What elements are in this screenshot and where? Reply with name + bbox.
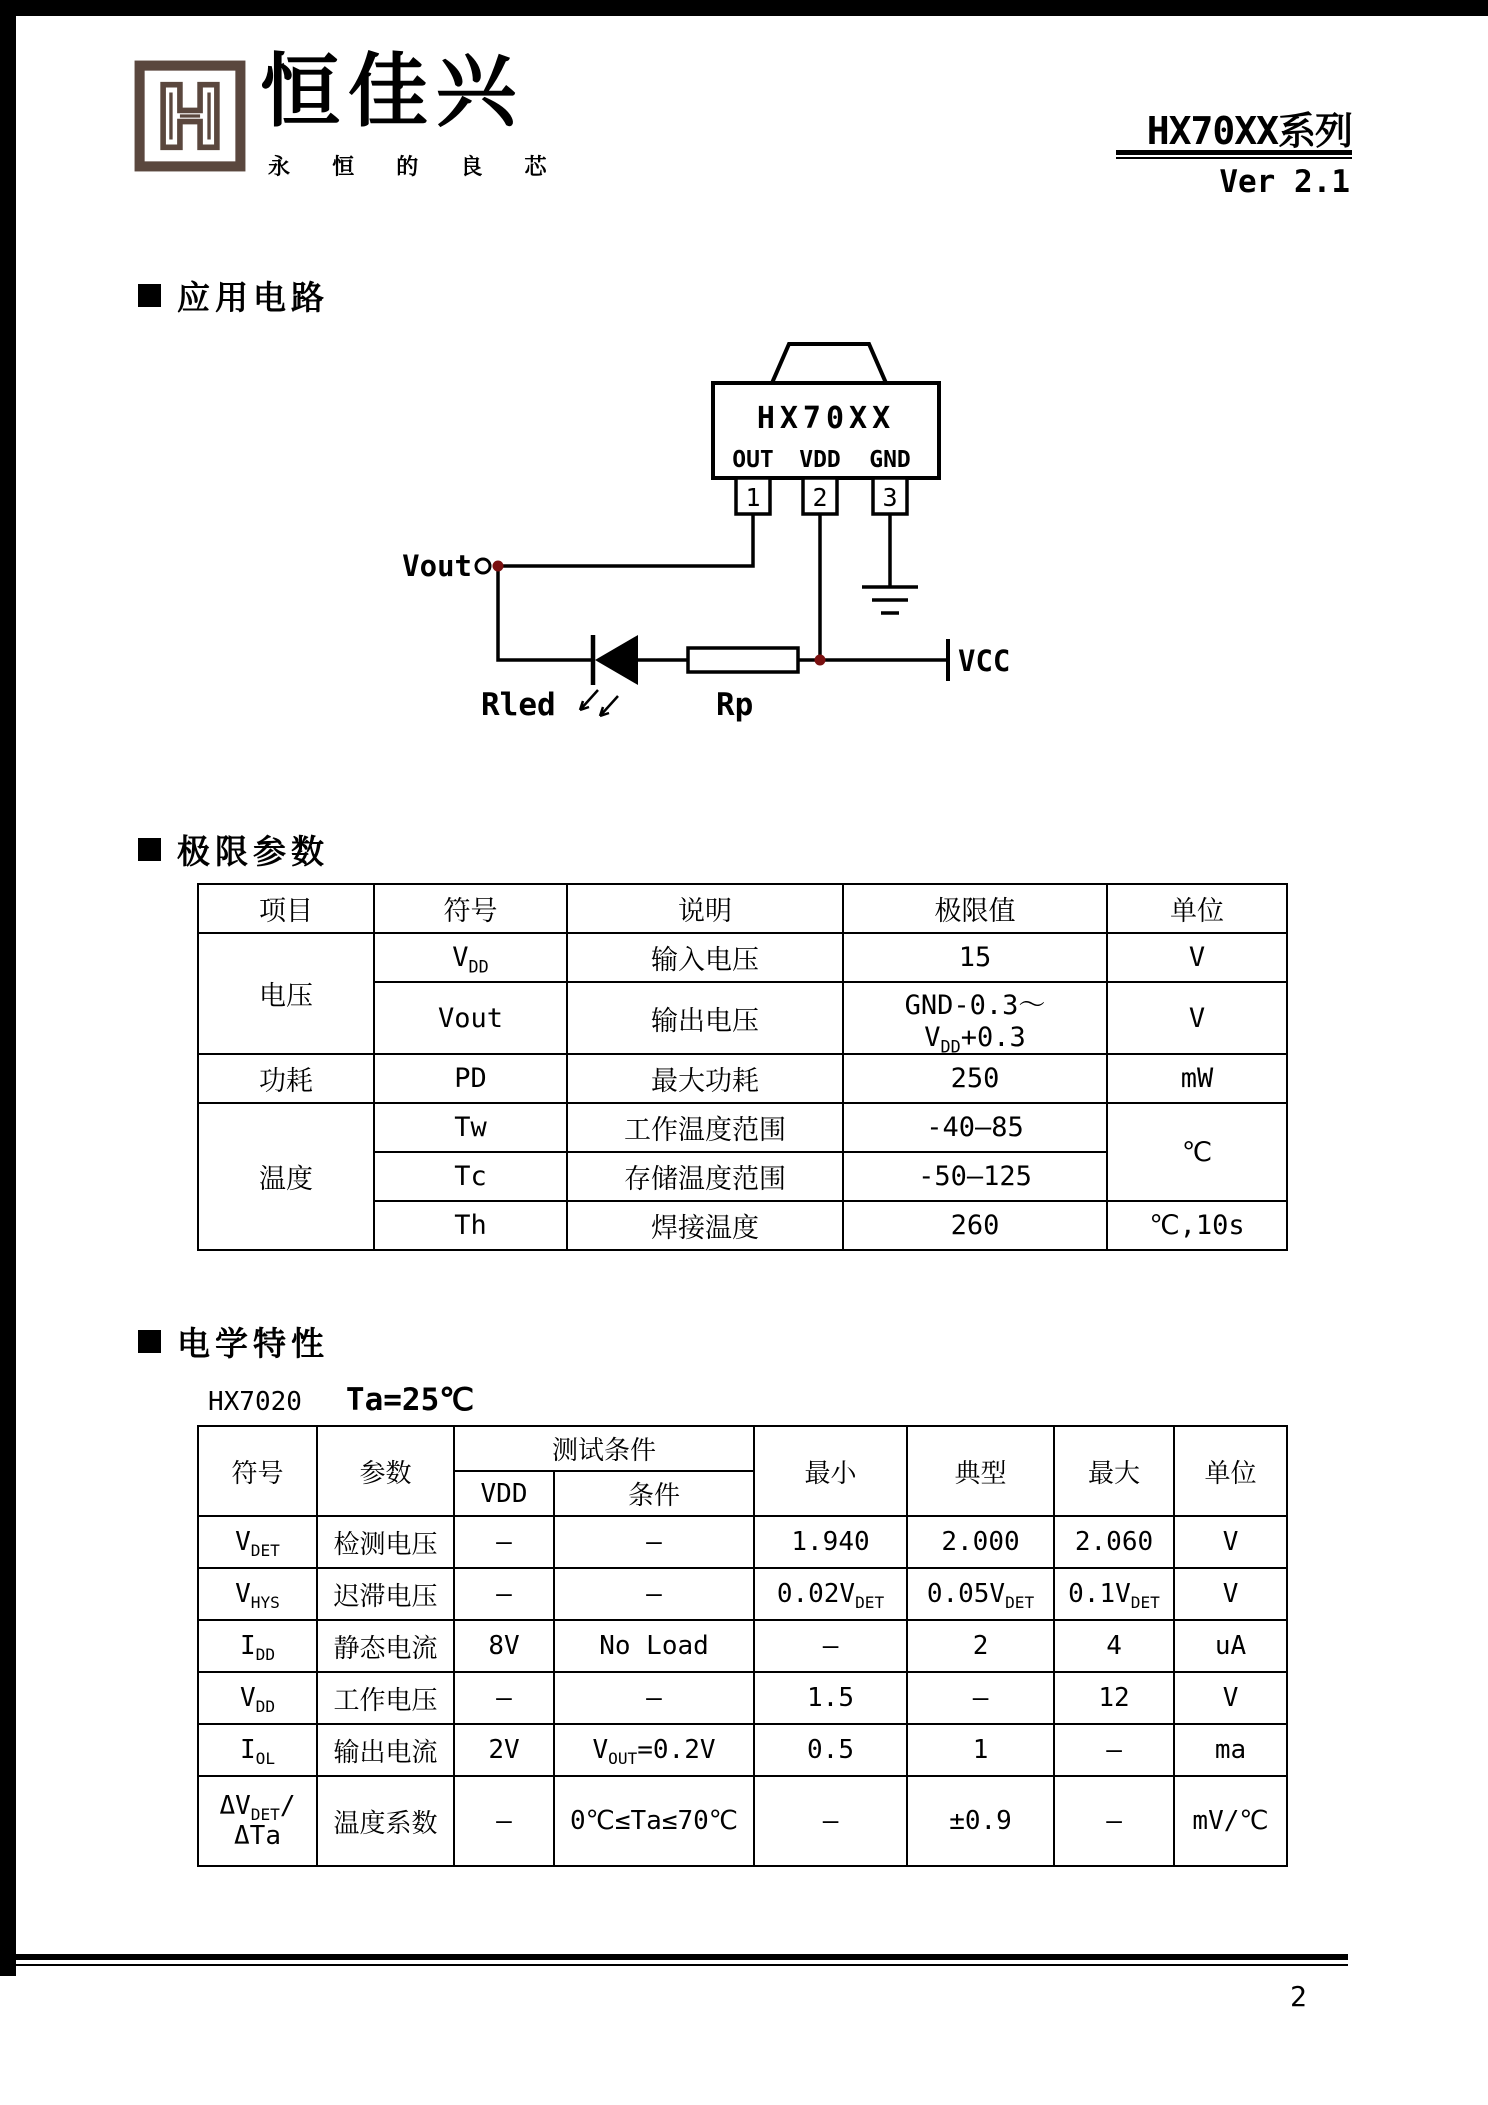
table-row — [198, 1516, 1287, 1568]
unit-cell: ma — [1174, 1724, 1287, 1776]
footer-rule — [16, 1954, 1348, 1966]
model-label: HX7020 — [208, 1387, 302, 1417]
typ-cell: ±0.9 — [907, 1776, 1054, 1866]
table-row — [198, 1103, 1287, 1152]
table-row — [198, 1724, 1287, 1776]
electrical-table — [197, 1425, 1288, 1867]
vdd-cell: 2V — [454, 1724, 554, 1776]
pin-name-out: OUT — [732, 447, 774, 473]
rled-label: Rled — [481, 687, 556, 723]
vdd-cell: 8V — [454, 1620, 554, 1672]
param-cell: 工作电压 — [317, 1672, 454, 1724]
led-triangle — [595, 635, 638, 685]
brand-tagline: 永 恒 的 良 芯 — [268, 154, 565, 179]
unit-cell: ℃ — [1107, 1103, 1287, 1201]
rp-label: Rp — [716, 687, 754, 723]
limits-table — [197, 883, 1288, 1251]
cond-cell: $V_{OUT}=0.2V$ — [554, 1724, 754, 1776]
cond-cell: 0℃≤Ta≤70℃ — [554, 1776, 754, 1866]
max-cell: 12 — [1054, 1672, 1174, 1724]
series-underline — [1116, 150, 1352, 159]
param-cell: 输出电流 — [317, 1724, 454, 1776]
desc-cell: 焊接温度 — [567, 1201, 843, 1250]
chip-label: HX70XX — [756, 401, 896, 436]
typ-cell: — — [907, 1672, 1054, 1724]
elec-header-vdd: VDD — [454, 1471, 554, 1516]
desc-cell: 存储温度范围 — [567, 1152, 843, 1201]
vout-junction-dot — [493, 561, 504, 572]
unit-cell: mV/℃ — [1174, 1776, 1287, 1866]
top-border-bar — [0, 0, 1488, 16]
pin-number-1: 1 — [745, 483, 761, 512]
cond-cell: — — [554, 1568, 754, 1620]
symbol-cell: $V_{DD}$ — [374, 933, 567, 982]
max-cell: 4 — [1054, 1620, 1174, 1672]
limits-header-symbol: 符号 — [374, 884, 567, 933]
vout-label: Vout — [402, 549, 472, 583]
vdd-cell: — — [454, 1516, 554, 1568]
limits-header-value: 极限值 — [843, 884, 1107, 933]
resistor-body — [688, 648, 798, 672]
limits-header-unit: 单位 — [1107, 884, 1287, 933]
table-row — [198, 1776, 1287, 1866]
page-number: 2 — [1290, 1980, 1307, 2013]
section-bullet-icon — [138, 284, 161, 307]
series-title: HX70XX系列 — [1146, 109, 1352, 153]
unit-cell: V — [1107, 933, 1287, 982]
limits-header-desc: 说明 — [567, 884, 843, 933]
brand-logo-icon — [133, 60, 247, 172]
unit-cell: V — [1107, 982, 1287, 1054]
value-cell: GND-0.3～ $V_{DD}+0.3$ — [843, 982, 1107, 1054]
typ-cell: 2.000 — [907, 1516, 1054, 1568]
param-cell: 迟滞电压 — [317, 1568, 454, 1620]
wire-out-to-vout — [498, 514, 753, 566]
symbol-cell: Th — [374, 1201, 567, 1250]
wire-vout-to-led — [498, 566, 593, 660]
min-cell: 1.940 — [754, 1516, 907, 1568]
ground-symbol — [862, 587, 918, 613]
value-cell: 15 — [843, 933, 1107, 982]
param-cell: 温度系数 — [317, 1776, 454, 1866]
elec-header-row-1 — [198, 1426, 1287, 1471]
value-cell: -50—125 — [843, 1152, 1107, 1201]
vdd-cell: — — [454, 1776, 554, 1866]
group-power-cell: 功耗 — [198, 1054, 374, 1103]
chip-package-tab — [772, 344, 886, 383]
section-title: 应用电路 — [177, 279, 329, 316]
symbol-cell: $\Delta V_{DET}/$ ΔTa — [198, 1776, 317, 1866]
section-application-circuit — [138, 272, 329, 319]
elec-header-test-cond: 测试条件 — [454, 1426, 754, 1471]
symbol-cell: PD — [374, 1054, 567, 1103]
param-cell: 检测电压 — [317, 1516, 454, 1568]
table-row — [198, 933, 1287, 982]
symbol-cell: Vout — [374, 982, 567, 1054]
pin-number-3: 3 — [882, 483, 898, 512]
desc-cell: 输出电压 — [567, 982, 843, 1054]
symbol-cell: $V_{HYS}$ — [198, 1568, 317, 1620]
electrical-subtitle — [208, 1382, 474, 1418]
table-row — [198, 1054, 1287, 1103]
group-temp-cell: 温度 — [198, 1103, 374, 1250]
max-cell: — — [1054, 1776, 1174, 1866]
symbol-cell: $I_{OL}$ — [198, 1724, 317, 1776]
desc-cell: 工作温度范围 — [567, 1103, 843, 1152]
value-cell: 260 — [843, 1201, 1107, 1250]
typ-cell: 1 — [907, 1724, 1054, 1776]
min-cell: 0.5 — [754, 1724, 907, 1776]
max-cell: 2.060 — [1054, 1516, 1174, 1568]
desc-cell: 输入电压 — [567, 933, 843, 982]
typ-cell: $0.05V_{DET}$ — [907, 1568, 1054, 1620]
vcc-label: VCC — [958, 644, 1011, 678]
table-row — [198, 1568, 1287, 1620]
elec-header-typ: 典型 — [907, 1426, 1054, 1516]
unit-cell: ℃,10s — [1107, 1201, 1287, 1250]
application-circuit-diagram — [348, 330, 1068, 760]
cond-cell: — — [554, 1516, 754, 1568]
max-cell: — — [1054, 1724, 1174, 1776]
min-cell: $0.02V_{DET}$ — [754, 1568, 907, 1620]
min-cell: — — [754, 1620, 907, 1672]
pin-name-vdd: VDD — [799, 447, 841, 473]
min-cell: 1.5 — [754, 1672, 907, 1724]
table-row — [198, 1672, 1287, 1724]
group-voltage-cell: 电压 — [198, 933, 374, 1054]
vout-terminal-circle — [476, 559, 490, 573]
symbol-cell: Tw — [374, 1103, 567, 1152]
version-label: Ver 2.1 — [1219, 164, 1350, 200]
symbol-cell: $V_{DD}$ — [198, 1672, 317, 1724]
section-electrical-characteristics — [138, 1318, 329, 1365]
vdd-cell: — — [454, 1672, 554, 1724]
symbol-cell: $V_{DET}$ — [198, 1516, 317, 1568]
section-bullet-icon — [138, 838, 161, 861]
section-limit-parameters — [138, 826, 329, 873]
min-cell: — — [754, 1776, 907, 1866]
desc-cell: 最大功耗 — [567, 1054, 843, 1103]
table-row — [198, 1620, 1287, 1672]
typ-cell: 2 — [907, 1620, 1054, 1672]
section-title: 电学特性 — [177, 1325, 329, 1362]
unit-cell: V — [1174, 1672, 1287, 1724]
value-cell: -40—85 — [843, 1103, 1107, 1152]
limits-header-row — [198, 884, 1287, 933]
cond-cell: No Load — [554, 1620, 754, 1672]
elec-header-param: 参数 — [317, 1426, 454, 1516]
value-cell: 250 — [843, 1054, 1107, 1103]
vdd-cell: — — [454, 1568, 554, 1620]
brand-name: 恒佳兴 — [260, 47, 524, 136]
elec-header-max: 最大 — [1054, 1426, 1174, 1516]
unit-cell: V — [1174, 1568, 1287, 1620]
pin-number-2: 2 — [812, 483, 828, 512]
elec-header-min: 最小 — [754, 1426, 907, 1516]
unit-cell: mW — [1107, 1054, 1287, 1103]
unit-cell: V — [1174, 1516, 1287, 1568]
pin-name-gnd: GND — [869, 447, 911, 473]
section-bullet-icon — [138, 1330, 161, 1353]
section-title: 极限参数 — [177, 833, 329, 870]
symbol-cell: Tc — [374, 1152, 567, 1201]
elec-header-symbol: 符号 — [198, 1426, 317, 1516]
condition-label: Ta=25℃ — [345, 1382, 475, 1418]
elec-header-cond: 条件 — [554, 1471, 754, 1516]
led-emission-arrows — [580, 690, 618, 716]
vdd-junction-dot — [815, 655, 826, 666]
left-border-bar — [0, 0, 16, 1976]
limits-header-item: 项目 — [198, 884, 374, 933]
symbol-cell: $I_{DD}$ — [198, 1620, 317, 1672]
param-cell: 静态电流 — [317, 1620, 454, 1672]
elec-header-unit: 单位 — [1174, 1426, 1287, 1516]
cond-cell: — — [554, 1672, 754, 1724]
max-cell: $0.1V_{DET}$ — [1054, 1568, 1174, 1620]
unit-cell: uA — [1174, 1620, 1287, 1672]
